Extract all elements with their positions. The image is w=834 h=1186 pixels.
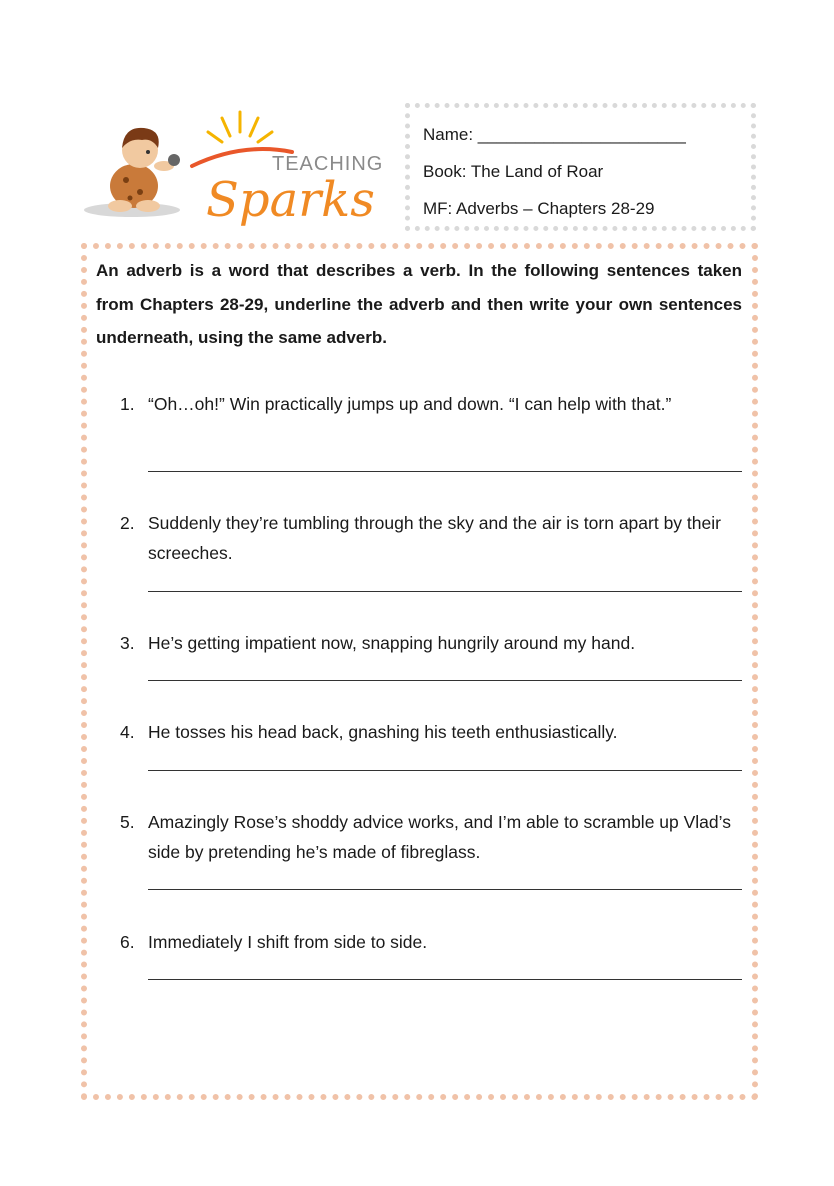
question-number: 3. [120,633,135,653]
answer-line-4[interactable] [148,770,742,771]
question-number: 6. [120,932,135,952]
question-3 [120,628,742,658]
teaching-sparks-logo [82,108,394,228]
logo-graphic [82,108,394,228]
question-2 [120,508,742,568]
logo-text-sparks: Sparks [206,172,375,228]
answer-line-2[interactable] [148,591,742,592]
question-5 [120,807,742,867]
name-field-label[interactable]: Name: ______________________ [423,125,686,144]
question-number: 5. [120,812,135,832]
question-text: He tosses his head back, gnashing his teeth enthusiastically. [148,722,618,742]
worksheet-main-box [81,243,758,1100]
question-4 [120,717,742,747]
question-text: He’s getting impatient now, snapping hungrily around my hand. [148,633,636,653]
question-1 [120,389,742,419]
question-text: Amazingly Rose’s shoddy advice works, and I’m able to scramble up Vlad’s side by pretending he’s made of fibreglass. [148,812,731,862]
question-text: “Oh…oh!” Win practically jumps up and down. “I can help with that.” [148,394,672,414]
answer-line-1[interactable] [148,471,742,472]
answer-line-5[interactable] [148,889,742,890]
question-number: 1. [120,394,135,414]
question-text: Suddenly they’re tumbling through the sky and the air is torn apart by their screeches. [148,513,721,563]
question-number: 4. [120,722,135,742]
question-text: Immediately I shift from side to side. [148,932,428,952]
book-title: Book: The Land of Roar [423,162,604,181]
question-6 [120,927,742,957]
worksheet-info-box [405,103,756,231]
instructions-text: An adverb is a word that describes a verb. In the following sentences taken from Chapters 28-29, underline the adverb and then write your own sentences underneath, using the same adverb. [96,261,742,347]
question-number: 2. [120,513,135,533]
answer-line-6[interactable] [148,979,742,980]
logo-text-teaching: TEACHING [272,153,384,175]
mf-topic: MF: Adverbs – Chapters 28-29 [423,199,655,218]
answer-line-3[interactable] [148,680,742,681]
